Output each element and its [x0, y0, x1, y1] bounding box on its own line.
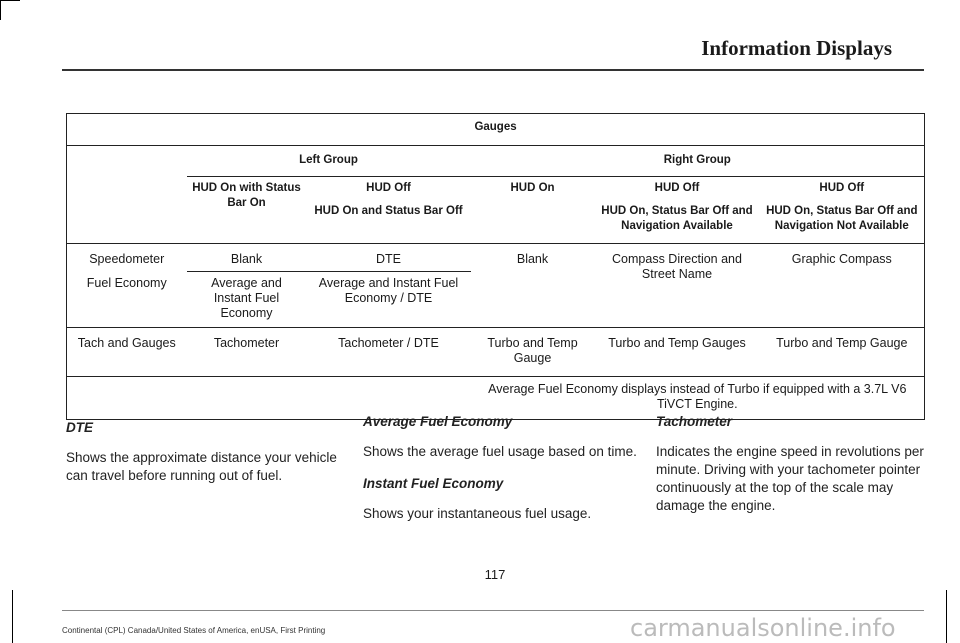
section-average-fuel-economy — [363, 413, 638, 537]
section-paragraph: Shows the approximate distance your vehicle can travel before running out of fuel. — [66, 450, 337, 483]
row-label: Fuel Economy — [67, 272, 187, 328]
table-cell: Average and Instant Fuel Economy / DTE — [307, 272, 471, 328]
section-paragraph: Shows your instantaneous fuel usage. — [363, 506, 592, 521]
column-header — [760, 177, 925, 244]
column-header-top: HUD On with Status Bar On — [192, 182, 301, 209]
table-note: Average Fuel Economy displays instead of Turbo if equipped with a 3.7L V6 TiVCT Engine. — [471, 377, 925, 420]
left-group-header: Left Group — [187, 146, 471, 177]
table-caption: Gauges — [67, 114, 925, 146]
crop-mark — [0, 0, 20, 1]
section-heading: Tachometer — [656, 414, 733, 429]
column-header — [187, 177, 307, 244]
crop-mark — [12, 590, 13, 643]
column-header-top: HUD Off — [819, 182, 865, 194]
footer-rule — [62, 610, 924, 611]
crop-mark — [0, 0, 1, 20]
column-header-top: HUD On — [510, 182, 555, 194]
section-tachometer — [656, 413, 924, 529]
section-paragraph: Shows the average fuel usage based on time. — [363, 444, 637, 459]
watermark: carmanualsonline.info — [630, 614, 896, 642]
table-cell: Blank — [187, 244, 307, 272]
table-cell: Tachometer / DTE — [307, 328, 471, 377]
table-cell: DTE — [307, 244, 471, 272]
page-title: Information Displays — [701, 36, 892, 60]
row-label: Speedometer — [67, 244, 187, 272]
empty-cell — [67, 146, 187, 177]
row-label: Tach and Gauges — [67, 328, 187, 377]
column-header-top: HUD Off — [654, 182, 700, 194]
edition-info: Continental (CPL) Canada/United States of America, enUSA, First Printing — [62, 626, 326, 635]
section-heading: Instant Fuel Economy — [363, 476, 504, 491]
crop-mark — [946, 590, 947, 643]
column-header — [471, 177, 595, 244]
table-cell: Turbo and Temp Gauge — [760, 328, 925, 377]
right-group-header: Right Group — [471, 146, 925, 177]
table-cell: Tachometer — [187, 328, 307, 377]
column-header-top: HUD Off — [366, 182, 411, 194]
column-header — [307, 177, 471, 244]
column-header — [595, 177, 760, 244]
table-cell-merged: Graphic Compass — [760, 244, 925, 328]
column-header-bottom: HUD On, Status Bar Off and Navigation Not Available — [766, 205, 918, 232]
gauges-table — [66, 113, 925, 420]
column-header-bottom: HUD On and Status Bar Off — [314, 205, 463, 217]
header-rule — [62, 69, 924, 71]
section-heading: DTE — [66, 420, 93, 435]
table-cell: Turbo and Temp Gauge — [471, 328, 595, 377]
table-cell: Average and Instant Fuel Economy — [187, 272, 307, 328]
section-heading: Average Fuel Economy — [363, 414, 513, 429]
section-paragraph: Indicates the engine speed in revolutions per minute. Driving with your tachometer pointer continuously at the top of the scale may damage the engine. — [656, 444, 924, 513]
section-dte — [66, 419, 341, 499]
table-cell: Turbo and Temp Gauges — [595, 328, 760, 377]
column-header-bottom: HUD On, Status Bar Off and Navigation Available — [601, 205, 753, 232]
table-cell-merged: Blank — [471, 244, 595, 328]
empty-cell — [67, 177, 187, 244]
page-number: 117 — [484, 567, 506, 582]
table-cell-merged: Compass Direction and Street Name — [595, 244, 760, 328]
